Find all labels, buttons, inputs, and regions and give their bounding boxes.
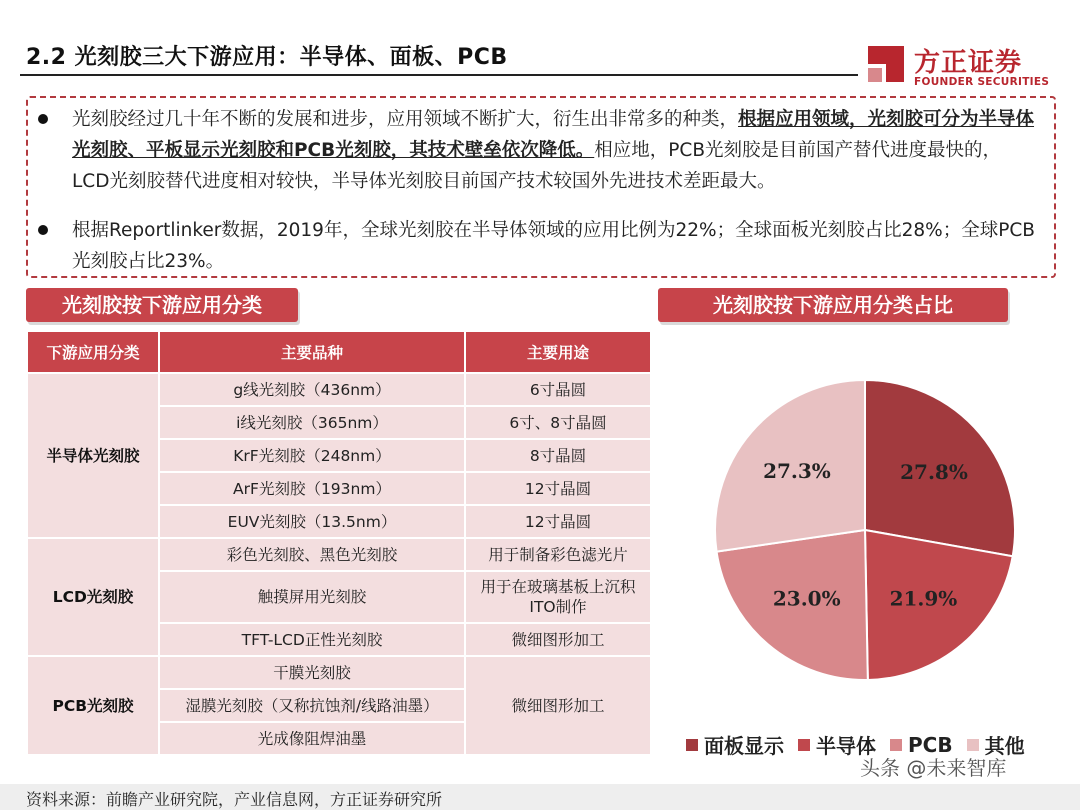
use-cell: 微细图形加工 (465, 656, 651, 755)
product-cell: 光成像阻焊油墨 (159, 722, 465, 755)
legend-swatch (890, 739, 902, 751)
table-row (27, 373, 651, 406)
application-table (26, 330, 652, 756)
page-title: 2.2 光刻胶三大下游应用：半导体、面板、PCB (26, 45, 508, 70)
title-underline (20, 74, 858, 76)
product-cell: TFT-LCD正性光刻胶 (159, 623, 465, 656)
bullet-text: 相应地，PCB光刻胶是目前国产替代进度最快的，LCD光刻胶替代进度相对较快，半导体光刻胶目前国产技术较国外先进技术差距最大。 (72, 140, 1002, 192)
column-header: 主要品种 (159, 331, 465, 373)
use-cell: 12寸晶圆 (465, 472, 651, 505)
product-cell: 湿膜光刻胶（又称抗蚀剂/线路油墨） (159, 689, 465, 722)
product-cell: ArF光刻胶（193nm） (159, 472, 465, 505)
legend-label: 面板显示 (704, 734, 784, 758)
legend-label: 半导体 (816, 734, 876, 758)
product-cell: 触摸屏用光刻胶 (159, 571, 465, 623)
legend-swatch (798, 739, 810, 751)
legend-swatch (967, 739, 979, 751)
source-text: 资料来源：前瞻产业研究院，产业信息网，方正证券研究所 (26, 790, 443, 809)
use-cell: 用于在玻璃基板上沉积ITO制作 (465, 571, 651, 623)
table-header-row (27, 331, 651, 373)
use-cell: 8寸晶圆 (465, 439, 651, 472)
product-cell: EUV光刻胶（13.5nm） (159, 505, 465, 538)
bullet-dot-icon (38, 114, 48, 124)
bullet-dot-icon (38, 225, 48, 235)
legend-label: 其他 (984, 734, 1025, 758)
table-row (27, 656, 651, 689)
application-share-pie-chart (700, 365, 1030, 695)
table-row (27, 538, 651, 571)
bullet-item (38, 215, 1038, 277)
pie-data-label: 21.9% (889, 586, 958, 611)
column-header: 下游应用分类 (27, 331, 159, 373)
use-cell: 6寸晶圆 (465, 373, 651, 406)
product-cell: g线光刻胶（436nm） (159, 373, 465, 406)
source-bar (0, 784, 1080, 810)
product-cell: 彩色光刻胶、黑色光刻胶 (159, 538, 465, 571)
logo-text-cn: 方正证券 (914, 48, 1023, 78)
category-cell: PCB光刻胶 (27, 656, 159, 755)
use-cell: 用于制备彩色滤光片 (465, 538, 651, 571)
category-cell: 半导体光刻胶 (27, 373, 159, 538)
use-cell: 微细图形加工 (465, 623, 651, 656)
column-header: 主要用途 (465, 331, 651, 373)
legend-item (686, 730, 784, 759)
product-cell: 干膜光刻胶 (159, 656, 465, 689)
product-cell: i线光刻胶（365nm） (159, 406, 465, 439)
pie-data-label: 27.3% (763, 459, 831, 484)
bullet-emphasis: 根据应用领域，光刻胶可分为半导体光刻胶、平板显示光刻胶和PCB光刻胶，其技术壁垒依次降低。 (72, 109, 1035, 161)
bullet-item (38, 104, 1038, 197)
logo-mark-icon (866, 44, 906, 84)
chart-section-label: 光刻胶按下游应用分类占比 (658, 288, 1008, 322)
product-cell: KrF光刻胶（248nm） (159, 439, 465, 472)
use-cell: 12寸晶圆 (465, 505, 651, 538)
summary-box (26, 96, 1056, 278)
bullet-text: 光刻胶经过几十年不断的发展和进步，应用领域不断扩大，衍生出非常多的种类， (72, 109, 739, 130)
logo-text-en: FOUNDER SECURITIES (914, 76, 1050, 88)
legend-label: PCB (908, 732, 953, 757)
pie-data-label: 23.0% (772, 586, 841, 611)
watermark: 头条 @未来智库 (860, 756, 1007, 780)
company-logo (862, 42, 1062, 90)
legend-swatch (686, 739, 698, 751)
table-section-label: 光刻胶按下游应用分类 (26, 288, 298, 322)
pie-data-label: 27.8% (900, 460, 968, 485)
bullet-text: 根据Reportlinker数据，2019年，全球光刻胶在半导体领域的应用比例为22%；全球面板光刻胶占比28%；全球PCB光刻胶占比23%。 (72, 220, 1035, 272)
category-cell: LCD光刻胶 (27, 538, 159, 656)
use-cell: 6寸、8寸晶圆 (465, 406, 651, 439)
